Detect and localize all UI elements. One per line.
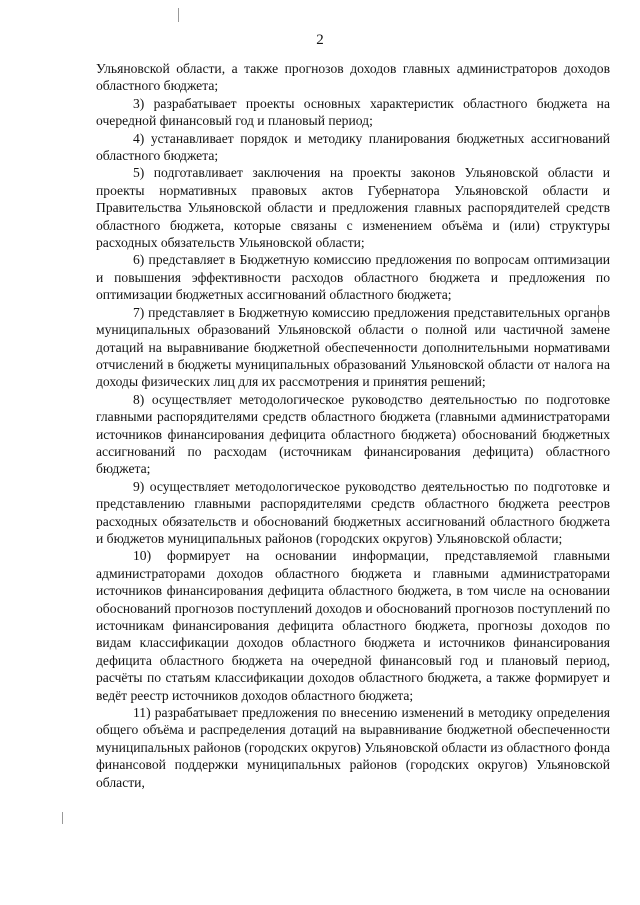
paragraph-item-4: 4) устанавливает порядок и методику планирования бюджетных ассигнований областного бюджета;	[96, 130, 610, 164]
paragraph-item-10: 10) формирует на основании информации, представляемой главными администраторами доходов областного бюджета и главными администраторами источников финансирования дефицита областного бюджета, в том числе на основании обоснований прогнозов поступлений доходов и обоснований прогнозов поступлений по источникам финансирования дефицита областного бюджета, прогнозы доходов по видам классификации доходов областного бюджета и источников финансирования дефицита областного бюджета на очередной финансовый год и плановый период, расчёты по статьям классификации доходов областного бюджета, а также формирует и ведёт реестр источников доходов областного бюджета;	[96, 548, 610, 703]
paragraph-item-9: 9) осуществляет методологическое руководство деятельностью по подготовке и представлению главными распорядителями средств областного бюджета реестров расходных обязательств и обоснований бюджетных ассигнований областного бюджета и бюджетов муниципальных районов (городских округов) Ульяновской области;	[96, 478, 610, 546]
paragraph-item-8: 8) осуществляет методологическое руководство деятельностью по подготовке главными распорядителями средств областного бюджета (главными администраторами источников финансирования дефицита областного бюджета) обоснований бюджетных ассигнований по расходам (источникам финансирования дефицита) областного бюджета;	[96, 391, 610, 477]
paragraph-item-3: 3) разрабатывает проекты основных характеристик областного бюджета на очередной финансовый год и плановый период;	[96, 95, 610, 129]
scan-mark-top	[178, 8, 179, 22]
paragraph-item-5: 5) подготавливает заключения на проекты законов Ульяновской области и проекты нормативных правовых актов Губернатора Ульяновской области и Правительства Ульяновской области и предложения главных распорядителей средств областного бюджета, которые связаны с изменением объёма и (или) структуры расходных обязательств Ульяновской области;	[96, 165, 610, 251]
paragraph-item-7: 7) представляет в Бюджетную комиссию предложения представительных органов муниципальных образований Ульяновской области о полной или частичной замене дотаций на выравнивание бюджетной обеспеченности дополнительными нормативами отчислений в бюджеты муниципальных образований Ульяновской области от налога на доходы физических лиц для их рассмотрения и принятия решений;	[96, 304, 610, 390]
paragraph-item-6: 6) представляет в Бюджетную комиссию предложения по вопросам оптимизации и повышения эффективности расходов областного бюджета и предложения по оптимизации бюджетных ассигнований областного бюджета;	[96, 252, 610, 303]
scan-mark-left	[62, 812, 63, 824]
paragraph-item-11: 11) разрабатывает предложения по внесению изменений в методику определения общего объёма и распределения дотаций на выравнивание бюджетной обеспеченности муниципальных районов (городских округов) Ульяновской области из областного фонда финансовой поддержки муниципальных районов (городских округов) Ульяновской области,	[96, 705, 610, 790]
paragraph-continuation: Ульяновской области, а также прогнозов доходов главных администраторов доходов областного бюджета;	[96, 61, 610, 94]
document-body	[96, 60, 610, 791]
page-number: 2	[316, 32, 324, 48]
